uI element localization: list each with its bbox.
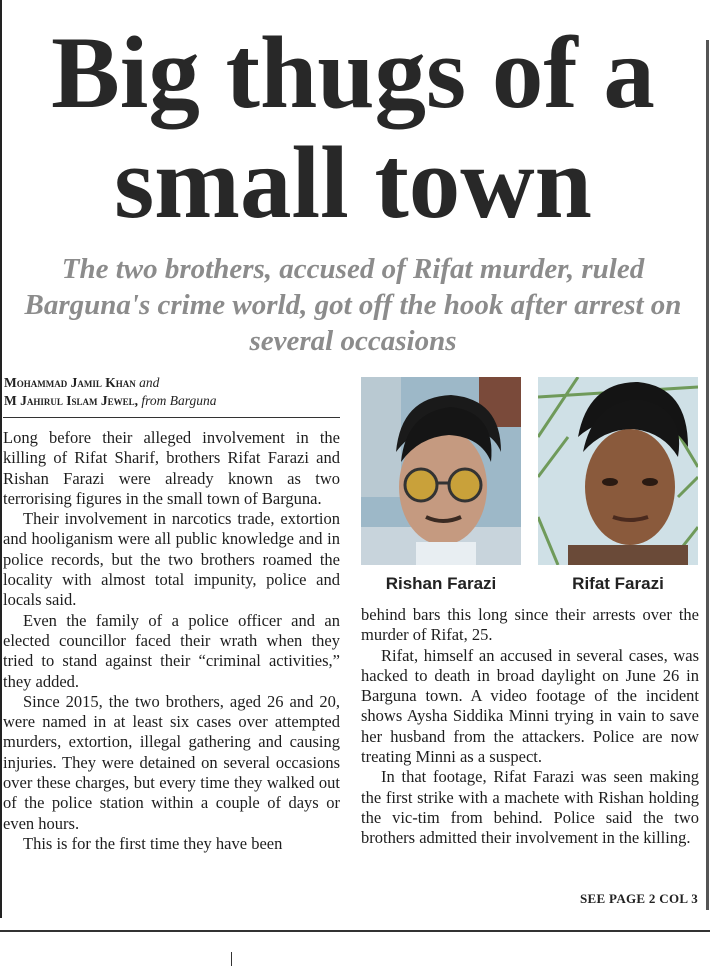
article-paragraph: Rifat, himself an accused in several cases, was hacked to death in broad daylight on June 26 in Barguna town. A video footage of the incident shows Aysha Siddika Minni trying in vain to save her husband from the attackers. Police are now treating Minni as a suspect. xyxy=(361,645,699,767)
byline-author-1: Mohammad Jamil Khan xyxy=(4,375,136,390)
article-paragraph: In that footage, Rifat Farazi was seen making the first strike with a machete with Rishan holding the vic-tim from behind. Police said the two brothers admitted their involvement in the killing. xyxy=(361,767,699,848)
byline-divider xyxy=(3,417,340,418)
headline-line-2: small town xyxy=(114,126,592,240)
article-paragraph: Even the family of a police officer and an elected councillor faced their wrath when they tried to stand against their “criminal activities,” they added. xyxy=(3,610,340,691)
page-edge-right xyxy=(706,40,709,910)
article-paragraph: behind bars this long since their arrests over the murder of Rifat, 25. xyxy=(361,605,699,645)
headline-line-1: Big thugs of a xyxy=(51,16,655,130)
photo-rifat-farazi xyxy=(538,377,698,565)
byline-and: and xyxy=(139,375,160,390)
photo-caption: Rishan Farazi xyxy=(385,574,497,593)
article-paragraph: Their involvement in narcotics trade, extortion and hooliganism were all public knowledge and in police records, but the two brothers roamed the locality with almost total impunity, police and locals said. xyxy=(3,509,340,610)
bottom-column-divider xyxy=(231,952,232,966)
article-paragraph: Since 2015, the two brothers, aged 26 and 20, were named in at least six cases over attempted murders, extortion, illegal gathering and causing injuries. They were detained on several occasions over these charges, but every time they walked out of the police station within a couple of days or even hours. xyxy=(3,691,340,833)
article-column-left xyxy=(3,428,340,854)
portrait-illustration xyxy=(361,377,521,565)
portrait-illustration xyxy=(538,377,698,565)
photo-rishan-farazi xyxy=(361,377,521,565)
continuation-link[interactable]: SEE PAGE 2 COL 3 xyxy=(580,891,698,906)
headline xyxy=(0,18,706,238)
subheadline: The two brothers, accused of Rifat murder, ruled Barguna's crime world, got off the hook after arrest on several occasions xyxy=(24,253,682,357)
bottom-divider xyxy=(0,930,710,932)
cropped-top-text xyxy=(240,0,470,2)
byline-author-2: M Jahirul Islam Jewel, xyxy=(4,393,139,408)
article-paragraph: This is for the first time they have been xyxy=(23,833,283,853)
byline xyxy=(4,374,340,410)
article-column-right xyxy=(361,605,699,849)
photo-caption: Rifat Farazi xyxy=(572,574,664,593)
byline-dateline: from Barguna xyxy=(141,393,217,408)
article-paragraph: Long before their alleged involvement in the killing of Rifat Sharif, brothers Rifat Farazi and Rishan Farazi were already known as two terrorising figures in the small town of Barguna. xyxy=(3,428,340,508)
